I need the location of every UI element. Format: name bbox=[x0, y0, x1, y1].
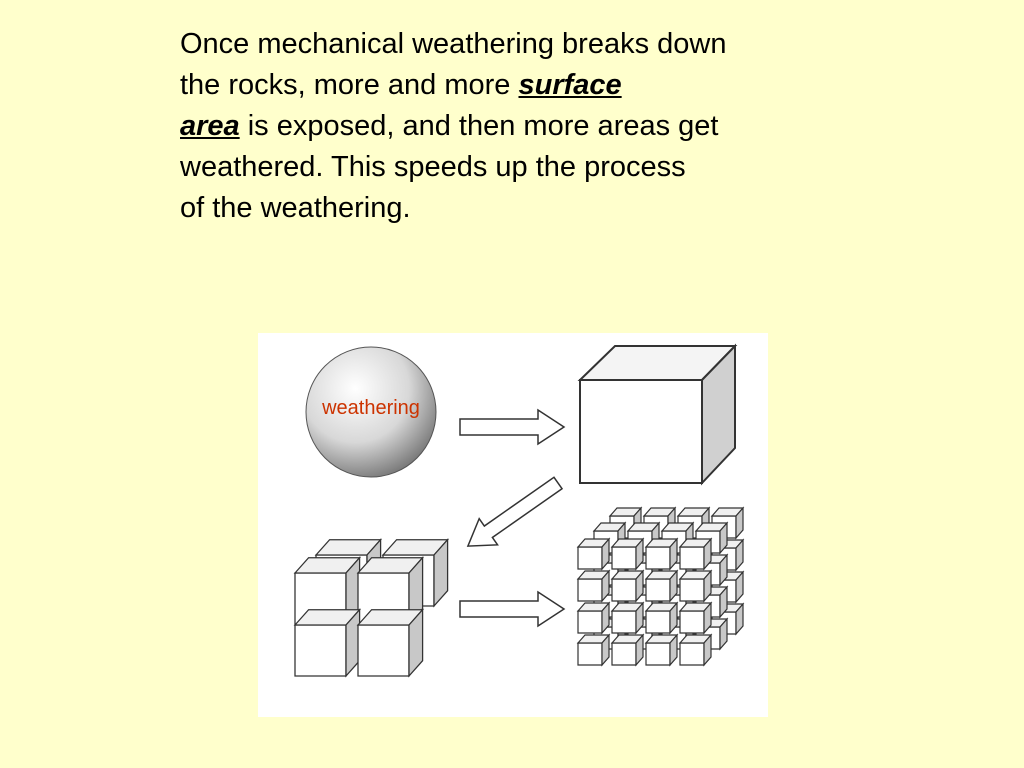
small-cube-grid bbox=[578, 508, 743, 665]
text-line-2-start: the rocks, more and more bbox=[180, 69, 511, 101]
small-cube bbox=[578, 571, 609, 601]
text-line-3-end: is exposed, and then more areas get bbox=[247, 110, 719, 142]
small-cube bbox=[680, 571, 711, 601]
small-cube bbox=[646, 635, 677, 665]
small-cube bbox=[612, 571, 643, 601]
medium-cube-cluster bbox=[295, 540, 448, 676]
text-line-5: of the weathering. bbox=[180, 192, 411, 224]
small-cube bbox=[578, 539, 609, 569]
arrow-right-top bbox=[460, 410, 564, 444]
arrow-diagonal bbox=[459, 470, 567, 559]
keyword-surface: surface bbox=[518, 69, 622, 101]
arrow-right-bottom bbox=[460, 592, 564, 626]
small-cube bbox=[612, 539, 643, 569]
small-cube bbox=[680, 635, 711, 665]
description-paragraph bbox=[180, 24, 840, 229]
keyword-area: area bbox=[180, 110, 240, 142]
small-cube bbox=[646, 603, 677, 633]
weathering-diagram bbox=[258, 333, 768, 717]
small-cube bbox=[612, 603, 643, 633]
small-cube bbox=[646, 539, 677, 569]
text-line-1: Once mechanical weathering breaks down bbox=[180, 28, 727, 60]
text-line-2 bbox=[180, 65, 840, 106]
small-cube bbox=[646, 571, 677, 601]
small-cube bbox=[680, 603, 711, 633]
large-cube bbox=[580, 346, 735, 483]
small-cube bbox=[578, 635, 609, 665]
sphere-label: weathering bbox=[322, 397, 420, 419]
small-cube bbox=[612, 635, 643, 665]
small-cube bbox=[578, 603, 609, 633]
text-line-4: weathered. This speeds up the process bbox=[180, 151, 686, 183]
text-line-3 bbox=[180, 106, 840, 147]
small-cube bbox=[680, 539, 711, 569]
